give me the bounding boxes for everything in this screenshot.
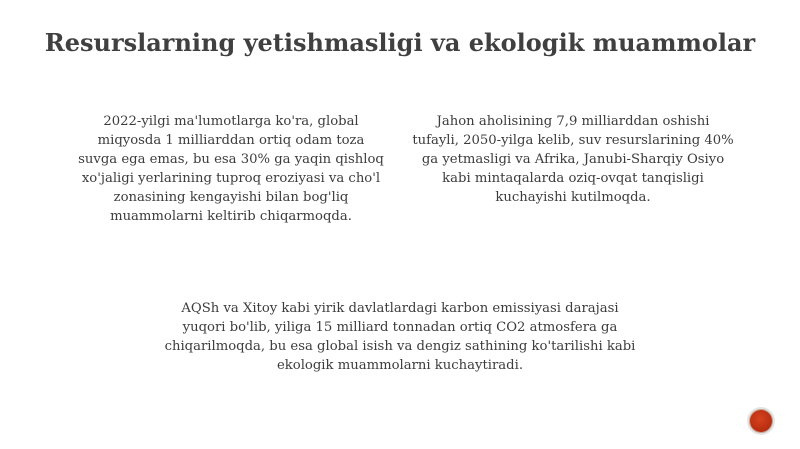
left-text-block: 2022-yilgi ma'lumotlarga ko'ra, global miqyosda 1 milliarddan ortiq odam toza suvga ega emas, bu esa 30% ga yaqin qishloq xo'jaligi yerlarining tuproq eroziyasi va cho'l zonasining kengayishi bilan bog'liq muammolarni keltirib chiqarmoqda. — [78, 114, 384, 224]
slide-title: Resurslarning yetishmasligi va ekologik muammolar — [44, 28, 756, 57]
bottom-text-block: AQSh va Xitoy kabi yirik davlatlardagi karbon emissiyasi darajasi yuqori bo'lib, yiliga 15 milliard tonnadan ortiq CO2 atmosfera ga chiqarilmoqda, bu esa global isish va dengiz sathining ko'tarilishi kabi ekologik muammolarni kuchaytiradi. — [164, 301, 636, 373]
right-text-block: Jahon aholisining 7,9 milliarddan oshishi tufayli, 2050-yilga kelib, suv resurslarining 40% ga yetmasligi va Afrika, Janubi-Sharqiy Osiyo kabi mintaqalarda oziq-ovqat tanqisligi kuchayishi kutilmoqda. — [412, 114, 734, 205]
circle-button-icon — [750, 410, 772, 432]
slide-nav-button[interactable] — [747, 407, 775, 435]
